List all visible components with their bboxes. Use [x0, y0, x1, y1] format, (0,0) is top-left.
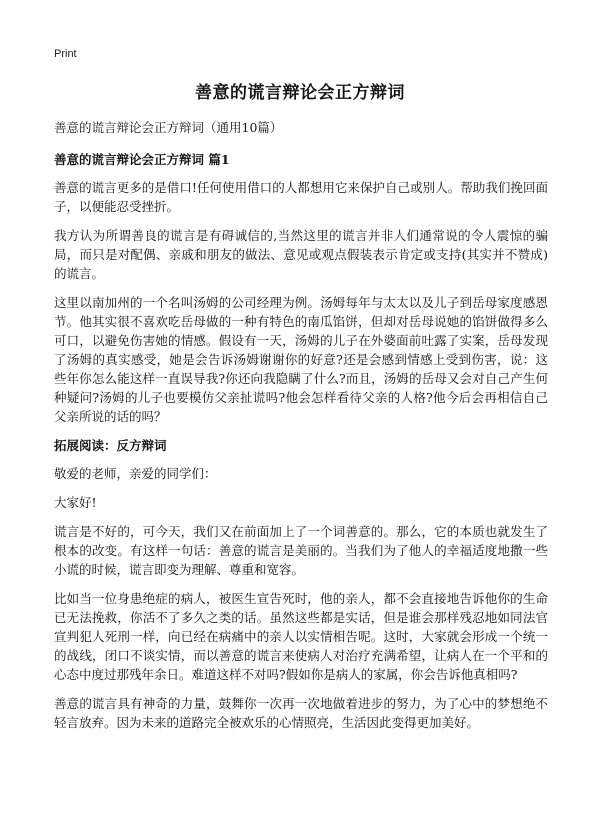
print-label[interactable]: Print	[54, 48, 77, 60]
document-subtitle: 善意的谎言辩论会正方辩词（通用10篇）	[54, 120, 283, 135]
document-title: 善意的谎言辩论会正方辩词	[195, 83, 405, 103]
section-heading-2: 拓展阅读：反方辩词	[54, 438, 167, 453]
paragraph: 谎言是不好的，可今天，我们又在前面加上了一个词善意的。那么，它的本质也就发生了根本的改变。有这样一句话：善意的谎言是美丽的。当我们为了他人的幸福适度地撒一些小谎的时候，谎言即变为理解、尊重和宽容。	[54, 524, 548, 577]
document-body	[54, 118, 548, 742]
salutation: 敬爱的老师，亲爱的同学们：	[54, 466, 217, 481]
section-heading-1: 善意的谎言辩论会正方辩词 篇1	[54, 152, 230, 167]
paragraph: 善意的谎言具有神奇的力量，鼓舞你一次再一次地做着进步的努力，为了心中的梦想绝不轻言放弃。因为未来的道路完全被欢乐的心情照亮，生活因此变得更加美好。	[54, 696, 548, 730]
paragraph: 比如当一位身患绝症的病人，被医生宣告死时，他的亲人，都不会直接地告诉他你的生命已无法挽救，你活不了多久之类的话。虽然这些都是实话，但是谁会那样残忍地如同法官宣判犯人死刑一样，向已经在病痛中的亲人以实情相告呢。这时，大家就会形成一个统一的战线，闭口不谈实情，而以善意的谎言来使病人对治疗充满希望，让病人在一个平和的心态中度过那残年余日。难道这样不对吗?假如你是病人的家属，你会告诉他真相吗?	[54, 591, 548, 682]
paragraph: 这里以南加州的一个名叫汤姆的公司经理为例。汤姆每年与太太以及儿子到岳母家度感恩节。他其实很不喜欢吃岳母做的一种有特色的南瓜馅饼，但却对岳母说她的馅饼做得多么可口，以避免伤害她的情感。假设有一天，汤姆的儿子在外婆面前吐露了实案，岳母发现了汤姆的真实感受，她是会告诉汤姆谢谢你的好意?还是会感到情感上受到伤害，说：这些年你怎么能这样一直误导我?你还向我隐瞒了什么?而且，汤姆的岳母又会对自己产生何种疑问?汤姆的儿子也要模仿父亲扯谎吗?他会怎样看待父亲的人格?他今后会再相信自己父亲所说的话的吗？	[54, 295, 548, 424]
paragraph: 我方认为所谓善良的谎言是有碍诚信的,当然这里的谎言并非人们通常说的令人震惊的骗局，而只是对配偶、亲戚和朋友的做法、意见或观点假装表示肯定或支持(其实并不赞成)的谎言。	[54, 228, 548, 281]
paragraph: 善意的谎言更多的是借口!任何使用借口的人都想用它来保护自己或别人。帮助我们挽回面子，以便能忍受挫折。	[54, 180, 548, 214]
greeting: 大家好!	[54, 495, 97, 510]
